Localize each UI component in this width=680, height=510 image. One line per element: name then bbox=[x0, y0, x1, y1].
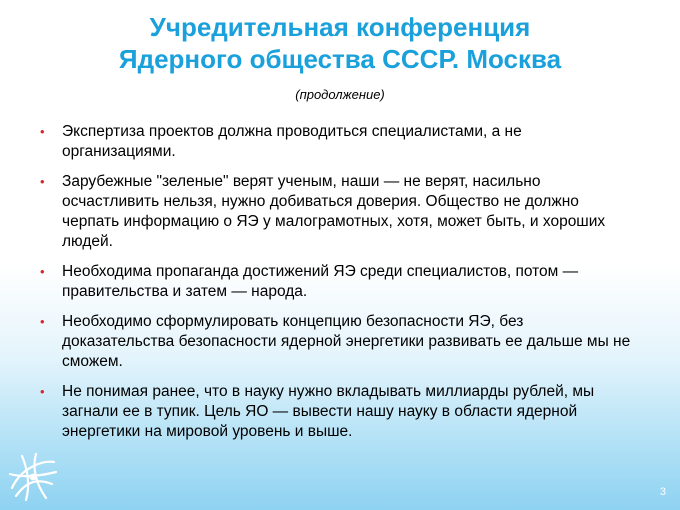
bullet-item bbox=[38, 312, 638, 372]
bullet-icon: • bbox=[40, 124, 45, 139]
page-number: 3 bbox=[659, 486, 666, 498]
bullet-item bbox=[38, 172, 638, 252]
title-line-1: Учредительная конференция bbox=[149, 12, 531, 42]
bullet-icon: • bbox=[40, 264, 45, 279]
bullet-text: Зарубежные "зеленые" верят ученым, наши — не верят, насильно осчастливить нельзя, нужно добиваться доверия. Общество не должно черпать информацию о ЯЭ у малограмотных, хотя, может быть, и хороших людей. bbox=[62, 173, 606, 250]
atom-logo-icon bbox=[6, 448, 60, 504]
bullet-list bbox=[38, 122, 638, 452]
slide-title bbox=[0, 11, 680, 75]
bullet-text: Необходимо сформулировать концепцию безопасности ЯЭ, без доказательства безопасности ядерной энергетики развивать ее дальше мы не сможем. bbox=[62, 313, 631, 370]
slide-subtitle: (продолжение) bbox=[295, 87, 385, 102]
bullet-text: Экспертиза проектов должна проводиться специалистами, а не организациями. bbox=[62, 123, 522, 160]
bullet-item bbox=[38, 122, 638, 162]
bullet-item bbox=[38, 262, 638, 302]
bullet-icon: • bbox=[40, 384, 45, 399]
bullet-text: Не понимая ранее, что в науку нужно вкладывать миллиарды рублей, мы загнали ее в тупик. Цель ЯО — вывести нашу науку в области ядерной энергетики на мировой уровень и выше. bbox=[62, 383, 595, 440]
title-line-2: Ядерного общества СССР. Москва bbox=[118, 44, 562, 74]
bullet-icon: • bbox=[40, 174, 45, 189]
bullet-icon: • bbox=[40, 314, 45, 329]
bullet-text: Необходима пропаганда достижений ЯЭ среди специалистов, потом — правительства и затем — народа. bbox=[62, 263, 579, 300]
bullet-item bbox=[38, 382, 638, 442]
